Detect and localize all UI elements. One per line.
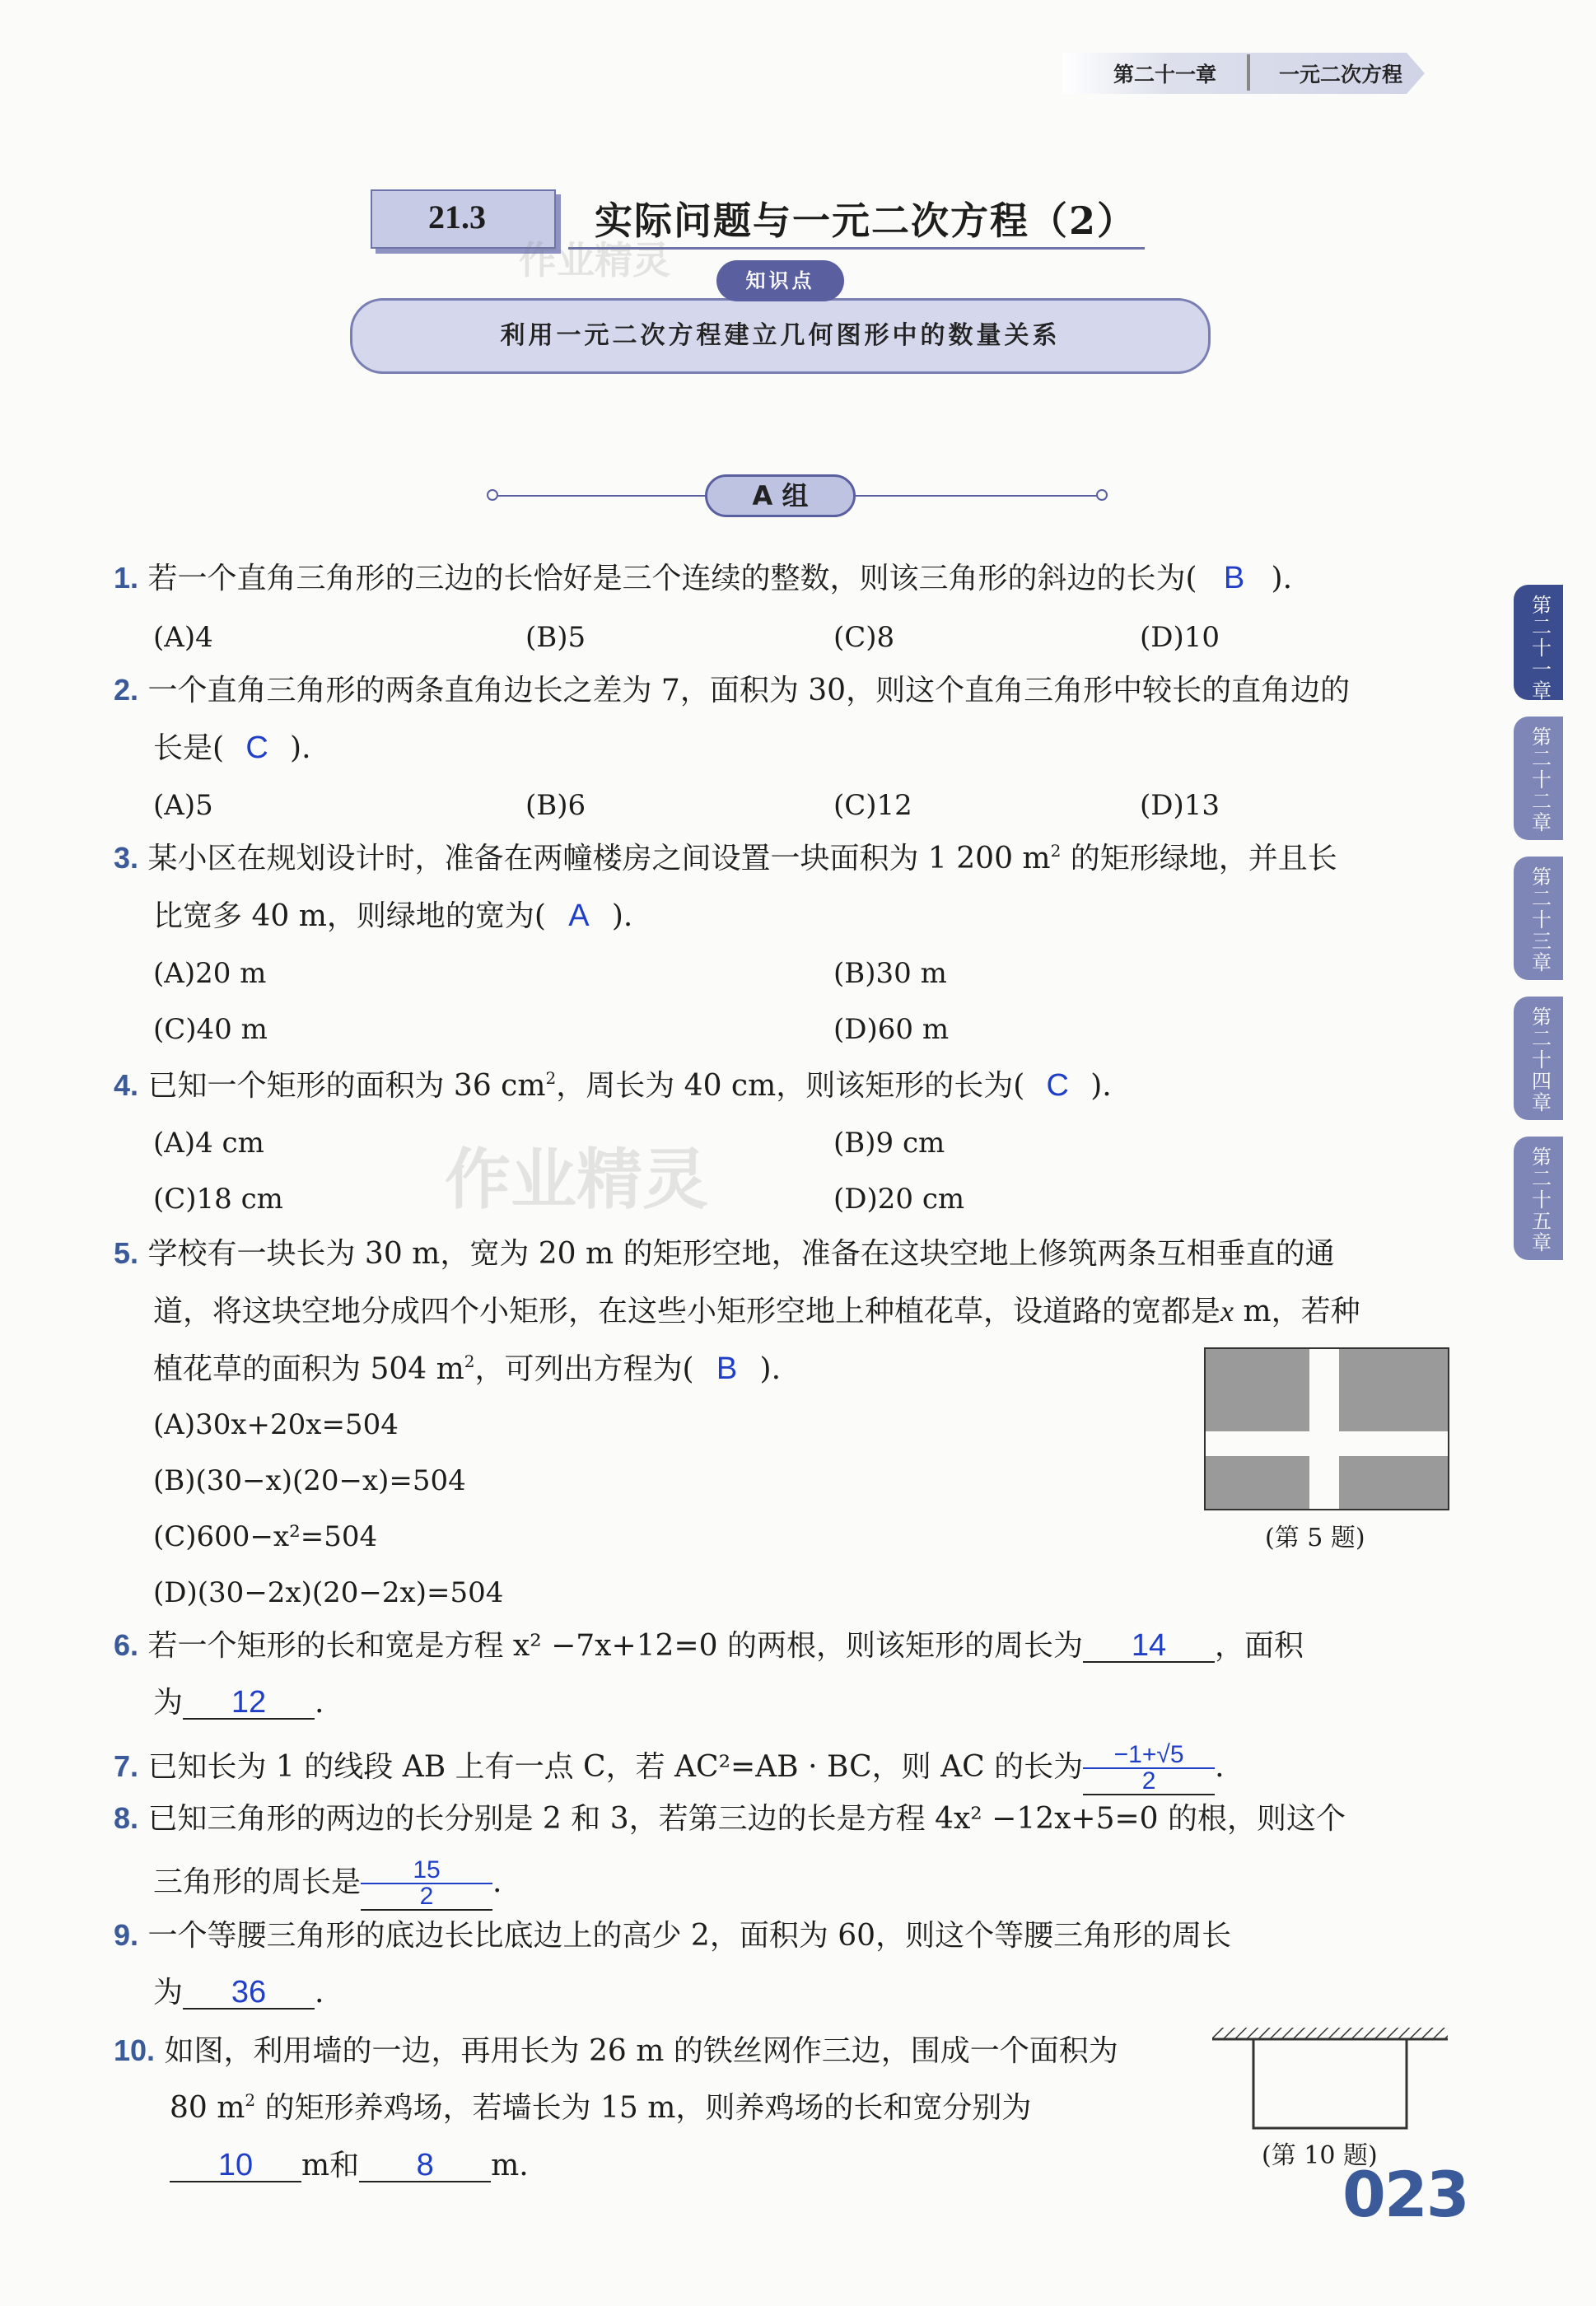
- answer-fraction: [361, 1858, 492, 1911]
- question-text: ).: [1090, 1069, 1112, 1103]
- figure-10-caption: (第 10 题): [1262, 2141, 1378, 2170]
- answer: C: [1046, 1068, 1069, 1103]
- option-a: (A)20 m: [153, 957, 267, 990]
- divider-dot-left: [487, 489, 498, 501]
- question-text: 若一个直角三角形的三边的长恰好是三个连续的整数，则该三角形的斜边的长为(: [147, 562, 1197, 595]
- question-number: 8.: [114, 1801, 139, 1835]
- superscript: 2: [545, 1068, 557, 1088]
- option-d: (D)20 cm: [833, 1183, 965, 1216]
- answer-blank: 8: [359, 2150, 491, 2182]
- question-text: ).: [1271, 562, 1293, 595]
- option-a: (A)4 cm: [153, 1127, 264, 1160]
- question-number: 3.: [114, 841, 139, 875]
- question-text: ，周长为 40 cm，则该矩形的长为(: [556, 1069, 1025, 1103]
- answer-blank: 12: [183, 1687, 315, 1720]
- question-9: [114, 1917, 1231, 1954]
- question-10: [114, 2033, 1118, 2070]
- option-b: (B)30 m: [833, 957, 947, 990]
- option-b: (B)9 cm: [833, 1127, 945, 1160]
- fraction-numerator: −1+√5: [1083, 1743, 1215, 1769]
- question-number: 1.: [114, 561, 139, 595]
- answer: A: [568, 899, 590, 933]
- answer-blank: 10: [170, 2150, 301, 2182]
- field-diagram: [1204, 1347, 1449, 1510]
- question-7: [114, 1743, 1225, 1795]
- question-number: 9.: [114, 1918, 139, 1952]
- option-d: (D)10: [1140, 621, 1220, 654]
- question-text: .: [315, 1976, 324, 2010]
- question-number: 7.: [114, 1749, 139, 1783]
- question-text: m.: [491, 2149, 529, 2182]
- question-text: 为: [153, 1976, 184, 2010]
- option-a: (A)4: [153, 621, 213, 654]
- answer: B: [1223, 561, 1245, 595]
- question-3-line2: [153, 898, 632, 935]
- question-text: 学校有一块长为 30 m，宽为 20 m 的矩形空地，准备在这块空地上修筑两条互相垂直的通: [147, 1237, 1335, 1271]
- question-number: 6.: [114, 1628, 139, 1662]
- option-d: (D)13: [1140, 789, 1220, 822]
- question-5: [114, 1235, 1335, 1272]
- tab-chapter-22[interactable]: 第二十二章: [1514, 717, 1563, 840]
- question-9-line2: [153, 1975, 324, 2011]
- question-text: 已知三角形的两边的长分别是 2 和 3，若第三边的长是方程 4x² −12x+5=0 的根，则这个: [147, 1802, 1346, 1836]
- answer-blank: 36: [183, 1977, 315, 2010]
- chicken-coop-diagram: [1212, 2026, 1448, 2133]
- superscript: 2: [1050, 841, 1062, 861]
- tab-chapter-21[interactable]: 第二十一章: [1514, 585, 1563, 700]
- question-10-line2: [170, 2090, 1031, 2126]
- question-2: [114, 672, 1350, 709]
- question-5-line3: [153, 1351, 781, 1388]
- question-3: [114, 840, 1337, 877]
- question-text: .: [1215, 1750, 1225, 1784]
- answer: B: [716, 1351, 738, 1386]
- option-d: (D)(30−2x)(20−2x)=504: [153, 1576, 504, 1609]
- question-text: 道，将这块空地分成四个小矩形，在这些小矩形空地上种植花草，设道路的宽都是: [153, 1295, 1221, 1328]
- watermark: 作业精灵: [519, 238, 670, 282]
- question-text: 长是(: [153, 731, 225, 765]
- section-number: 21.3: [428, 198, 486, 236]
- question-text: 如图，利用墙的一边，再用长为 26 m 的铁丝网作三边，围成一个面积为: [164, 2034, 1118, 2068]
- fraction-denominator: 2: [1141, 1767, 1156, 1795]
- question-text: 若一个矩形的长和宽是方程 x² −7x+12=0 的两根，则该矩形的周长为: [147, 1629, 1083, 1663]
- question-text: ).: [290, 731, 311, 765]
- tab-chapter-25[interactable]: 第二十五章: [1514, 1137, 1563, 1260]
- superscript: 2: [245, 2090, 256, 2110]
- watermark: 作业精灵: [445, 1141, 708, 1218]
- page-number: 023: [1342, 2158, 1468, 2231]
- option-b: (B)5: [525, 621, 586, 654]
- option-b: (B)(30−x)(20−x)=504: [153, 1464, 466, 1497]
- question-6: [114, 1627, 1304, 1664]
- chapter-topic: 一元二次方程: [1279, 63, 1403, 86]
- tab-chapter-23[interactable]: 第二十三章: [1514, 857, 1563, 980]
- chapter-label: 第二十一章: [1113, 63, 1217, 86]
- question-text: 的矩形绿地，并且长: [1061, 842, 1337, 875]
- question-5-line2: [153, 1293, 1360, 1330]
- question-text: 比宽多 40 m，则绿地的宽为(: [153, 899, 546, 933]
- option-c: (C)12: [833, 789, 912, 822]
- question-text: m和: [301, 2149, 360, 2182]
- option-c: (C)18 cm: [153, 1183, 283, 1216]
- option-c: (C)600−x²=504: [153, 1520, 378, 1553]
- option-c: (C)8: [833, 621, 895, 654]
- question-text: 三角形的周长是: [153, 1865, 362, 1899]
- question-text: 一个直角三角形的两条直角边长之差为 7，面积为 30，则这个直角三角形中较长的直角边的: [147, 674, 1351, 707]
- knowledge-box: 利用一元二次方程建立几何图形中的数量关系: [350, 298, 1211, 374]
- question-8-line2: [153, 1858, 502, 1911]
- option-d: (D)60 m: [833, 1013, 950, 1046]
- question-text: .: [492, 1865, 502, 1899]
- option-b: (B)6: [525, 789, 586, 822]
- section-title: 实际问题与一元二次方程（2）: [595, 198, 1137, 243]
- question-text: ).: [611, 899, 633, 933]
- variable: x: [1220, 1295, 1234, 1328]
- tab-chapter-24[interactable]: 第二十四章: [1514, 997, 1563, 1120]
- question-10-line3: [170, 2148, 529, 2184]
- question-text: ，可列出方程为(: [474, 1352, 694, 1386]
- option-a: (A)30x+20x=504: [153, 1408, 399, 1441]
- question-1: [114, 560, 1292, 597]
- question-number: 5.: [114, 1236, 139, 1270]
- question-text: ，面积: [1214, 1629, 1304, 1663]
- question-text: ).: [759, 1352, 782, 1386]
- question-text: .: [315, 1686, 324, 1720]
- question-text: 为: [153, 1686, 184, 1720]
- question-6-line2: [153, 1685, 324, 1721]
- answer-fraction: [1083, 1743, 1215, 1795]
- superscript: 2: [464, 1351, 475, 1371]
- question-text: 的矩形养鸡场，若墙长为 15 m，则养鸡场的长和宽分别为: [255, 2091, 1032, 2125]
- question-text: m，若种: [1234, 1295, 1360, 1328]
- question-number: 10.: [114, 2033, 156, 2067]
- fraction-denominator: 2: [419, 1883, 434, 1910]
- answer: C: [245, 731, 268, 765]
- question-text: 已知长为 1 的线段 AB 上有一点 C，若 AC²=AB · BC，则 AC 的长为: [147, 1750, 1084, 1784]
- option-a: (A)5: [153, 789, 213, 822]
- question-8: [114, 1800, 1346, 1837]
- question-4: [114, 1067, 1112, 1104]
- question-text: 一个等腰三角形的底边长比底边上的高少 2，面积为 60，则这个等腰三角形的周长: [147, 1919, 1232, 1953]
- knowledge-badge: 知识点: [716, 260, 844, 301]
- figure-5-caption: (第 5 题): [1265, 1524, 1365, 1552]
- header-separator: [1247, 54, 1250, 91]
- question-number: 2.: [114, 673, 139, 707]
- answer-blank: 14: [1083, 1630, 1215, 1663]
- question-2-line2: [153, 730, 311, 767]
- question-text: 植花草的面积为 504 m: [153, 1352, 464, 1386]
- question-text: 80 m: [170, 2091, 245, 2125]
- option-c: (C)40 m: [153, 1013, 268, 1046]
- question-text: 已知一个矩形的面积为 36 cm: [147, 1069, 546, 1103]
- question-text: 某小区在规划设计时，准备在两幢楼房之间设置一块面积为 1 200 m: [147, 842, 1051, 875]
- group-badge: A 组: [705, 474, 856, 517]
- question-number: 4.: [114, 1068, 139, 1102]
- divider-dot-right: [1096, 489, 1108, 501]
- fraction-numerator: 15: [361, 1858, 492, 1884]
